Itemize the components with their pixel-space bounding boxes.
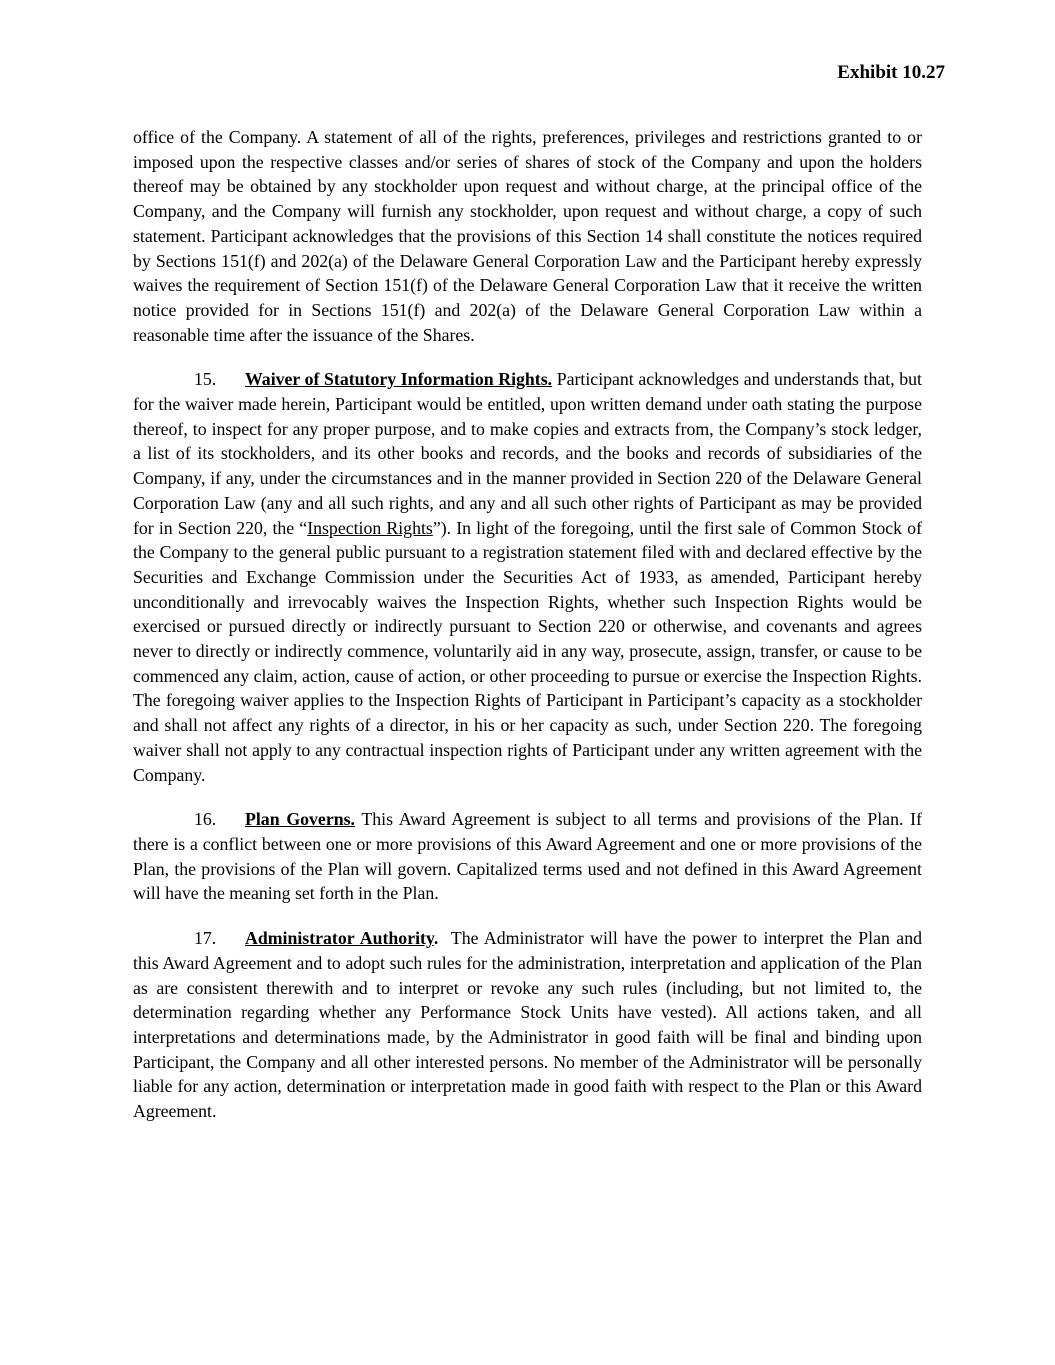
text-run: The Administrator will have the power to interpret the Plan and this Award Agreement and to adopt such rules for the administration, interpretation and application of the Plan as are consistent therewith and to interpret or revoke any such rules (including, but not limited to, the determination regarding whether any Performance Stock Units have vested). All actions taken, and all interpretations and determinations made, by the Administrator in good faith will be final and binding upon Participant, the Company and all other interested persons. No member of the Administrator will be personally liable for any action, determination or interpretation made in good faith with respect to the Plan or this Award Agreement.: [133, 928, 922, 1122]
defined-term: Inspection Rights: [307, 517, 433, 538]
section-15-waiver-of-statutory-information-rights: [133, 367, 922, 787]
section-heading: Waiver of Statutory Information Rights.: [245, 369, 553, 390]
text-run: Participant acknowledges and understands that, but for the waiver made herein, Participant would be entitled, upon written demand under oath stating the purpose thereof, to inspect for any proper purpose, and to make copies and extracts from, the Company’s stock ledger, a list of its stockholders, and its other books and records, and the books and records of subsidiaries of the Company, if any, under the circumstances and in the manner provided in Section 220 of the Delaware General Corporation Law (any and all such rights, and any and all such other rights of Participant as may be provided for in Section 220, the “: [133, 369, 922, 538]
exhibit-label: Exhibit 10.27: [837, 62, 945, 83]
section-heading: Plan Governs.: [245, 809, 355, 830]
text-run: office of the Company. A statement of all of the rights, preferences, privileges and restrictions granted to or imposed upon the respective classes and/or series of shares of stock of the Company and upon the holders thereof may be obtained by any stockholder upon request and without charge, at the principal office of the Company, and the Company will furnish any stockholder, upon request and without charge, a copy of such statement. Participant acknowledges that the provisions of this Section 14 shall constitute the notices required by Sections 151(f) and 202(a) of the Delaware General Corporation Law and the Participant hereby expressly waives the requirement of Section 151(f) of the Delaware General Corporation Law that it receive the written notice provided for in Sections 151(f) and 202(a) of the Delaware General Corporation Law within a reasonable time after the issuance of the Shares.: [133, 127, 922, 345]
section-17-administrator-authority: [133, 926, 922, 1124]
text-run: This Award Agreement is subject to all terms and provisions of the Plan. If there is a conflict between one or more provisions of this Award Agreement and one or more provisions of the Plan, the provisions of the Plan will govern. Capitalized terms used and not defined in this Award Agreement will have the meaning set forth in the Plan.: [133, 809, 922, 904]
section-number: 17.: [194, 928, 217, 949]
paragraph-continuation: [133, 125, 922, 347]
text-run: ”). In light of the foregoing, until the first sale of Common Stock of the Company to the general public pursuant to a registration statement filed with and declared effective by the Securities and Exchange Commission under the Securities Act of 1933, as amended, Participant hereby unconditionally and irrevocably waives the Inspection Rights, whether such Inspection Rights would be exercised or pursued directly or indirectly pursuant to Section 220 or otherwise, and covenants and agrees never to directly or indirectly commence, voluntarily aid in any way, prosecute, assign, transfer, or cause to be commenced any claim, action, cause of action, or other proceeding to pursue or exercise the Inspection Rights. The foregoing waiver applies to the Inspection Rights of Participant in Participant’s capacity as a stockholder and shall not affect any rights of a director, in his or her capacity as such, under Section 220. The foregoing waiver shall not apply to any contractual inspection rights of Participant under any written agreement with the Company.: [133, 517, 922, 785]
document-body: [133, 125, 922, 1124]
section-number: 15.: [194, 369, 217, 390]
bold-text-run: .: [433, 928, 439, 949]
section-number: 16.: [194, 809, 217, 830]
section-heading: Administrator Authority: [245, 928, 434, 949]
section-16-plan-governs: [133, 807, 922, 906]
